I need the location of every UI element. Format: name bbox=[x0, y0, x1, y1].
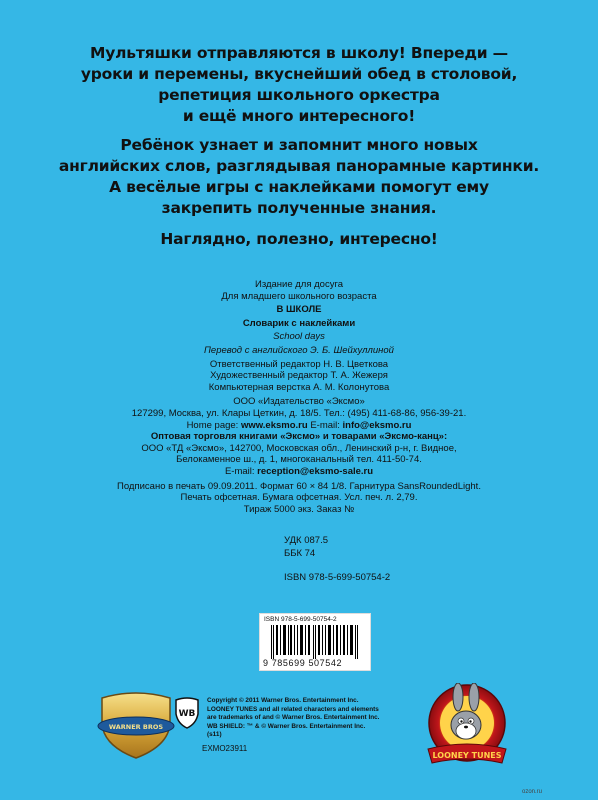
warner-bros-shield-logo bbox=[92, 690, 180, 760]
barcode-bars bbox=[265, 625, 369, 659]
email-link[interactable]: info@eksmo.ru bbox=[342, 419, 412, 431]
looney-tunes-text: LOONEY TUNES bbox=[432, 751, 502, 760]
credit-editor: Ответственный редактор Н. В. Цветкова bbox=[209, 358, 389, 370]
translator: Перевод с английского Э. Б. Шейхуллиной bbox=[204, 344, 394, 356]
audience: Для младшего школьного возраста bbox=[221, 290, 377, 302]
blurb-line: закрепить полученные знания. bbox=[161, 199, 437, 217]
credit-layout: Компьютерная верстка А. М. Колонутова bbox=[208, 381, 390, 393]
wholesale-email-line bbox=[0, 466, 598, 478]
product-code: EXMO23911 bbox=[202, 744, 248, 753]
isbn-code: ISBN 978-5-699-50754-2 bbox=[284, 572, 391, 583]
copyright-line: are trademarks of and © Warner Bros. Entertainment Inc. bbox=[207, 714, 380, 722]
blurb-line: репетиция школьного оркестра bbox=[158, 86, 440, 104]
blurb-paragraph-3 bbox=[0, 229, 598, 250]
home-label: Home page: bbox=[186, 419, 239, 431]
wholesale-email-link[interactable]: reception@eksmo-sale.ru bbox=[257, 465, 374, 477]
blurb-line: А весёлые игры с наклейками помогут ему bbox=[109, 178, 489, 196]
barcode-number: 9 785699 507542 bbox=[263, 658, 343, 668]
blurb-paragraph-2 bbox=[0, 135, 598, 219]
copyright-line: LOONEY TUNES and all related characters and elements bbox=[207, 705, 379, 713]
copyright-line: (s11) bbox=[207, 731, 222, 739]
publisher: ООО «Издательство «Эксмо» bbox=[233, 396, 365, 408]
blurb-line: английских слов, разглядывая панорамные картинки. bbox=[58, 157, 540, 175]
wholesale-address: ООО «ТД «Эксмо», 142700, Московская обл., Ленинский р-н, г. Видное, bbox=[141, 442, 457, 454]
blurb-line: и ещё много интересного! bbox=[182, 107, 416, 125]
imprint-block bbox=[0, 279, 598, 515]
wb-text: WB bbox=[178, 709, 196, 719]
blurb-line: Наглядно, полезно, интересно! bbox=[160, 230, 438, 248]
barcode-isbn-text: ISBN 978-5-699-50754-2 bbox=[264, 616, 337, 623]
email-label: E-mail: bbox=[310, 419, 340, 431]
blurb-line: уроки и перемены, вкуснейший обед в столовой, bbox=[80, 65, 518, 83]
copyright-line: Copyright © 2011 Warner Bros. Entertainment Inc. bbox=[207, 697, 359, 704]
bbk-code: ББК 74 bbox=[284, 548, 316, 559]
print-signed: Подписано в печать 09.09.2011. Формат 60 × 84 1/8. Гарнитура SansRoundedLight. bbox=[117, 480, 481, 492]
blurb-line: Ребёнок узнает и запомнит много новых bbox=[120, 136, 478, 154]
warner-bros-text: WARNER BROS bbox=[108, 723, 164, 731]
copyright-notice bbox=[207, 697, 432, 740]
publisher-address: 127299, Москва, ул. Клары Цеткин, д. 18/5. Тел.: (495) 411-68-86, 956-39-21. bbox=[131, 407, 467, 419]
wholesale-email-label: E-mail: bbox=[224, 465, 255, 477]
wholesale-heading: Оптовая торговля книгами «Эксмо» и товарами «Эксмо-канц»: bbox=[150, 431, 448, 443]
original-title: School days bbox=[273, 331, 325, 343]
print-info: Печать офсетная. Бумага офсетная. Усл. печ. л. 2,79. bbox=[180, 492, 418, 504]
publisher-contacts bbox=[0, 420, 598, 432]
looney-tunes-logo bbox=[424, 683, 510, 773]
wb-shield-icon bbox=[174, 697, 200, 729]
wholesale-address: Белокаменное ш., д. 1, многоканальный тел. 411-50-74. bbox=[176, 454, 422, 466]
watermark: ozon.ru bbox=[522, 789, 543, 795]
isbn-barcode bbox=[259, 613, 371, 671]
home-link[interactable]: www.eksmo.ru bbox=[240, 419, 308, 431]
edition-type: Издание для досуга bbox=[254, 279, 343, 290]
blurb-line: Мультяшки отправляются в школу! Впереди — bbox=[90, 44, 508, 62]
udk-code: УДК 087.5 bbox=[284, 535, 328, 546]
credit-art-editor: Художественный редактор Т. А. Жежеря bbox=[210, 370, 388, 382]
blurb-paragraph-1 bbox=[0, 43, 598, 127]
book-title: В ШКОЛЕ bbox=[276, 304, 322, 316]
print-run: Тираж 5000 экз. Заказ № bbox=[243, 503, 355, 515]
book-subtitle: Словарик с наклейками bbox=[242, 317, 356, 329]
copyright-line: WB SHIELD: ™ & © Warner Bros. Entertainment Inc. bbox=[207, 722, 366, 730]
